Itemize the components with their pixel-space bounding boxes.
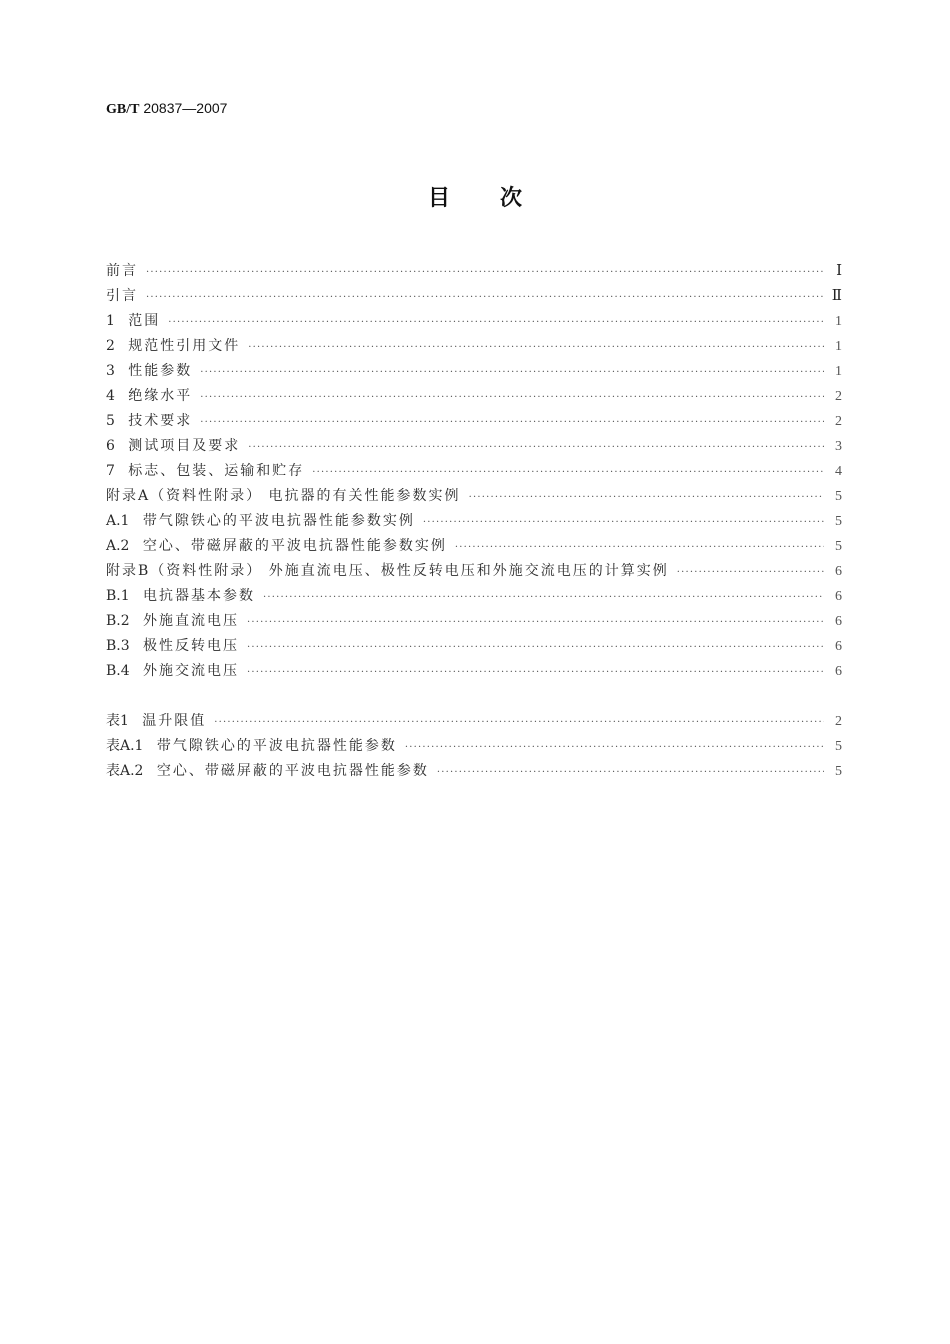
toc-label: 带气隙铁心的平波电抗器性能参数实例 <box>142 513 415 529</box>
toc-entry-b2[interactable] <box>106 609 842 634</box>
leader-dots <box>312 460 824 485</box>
leader-dots <box>146 285 824 310</box>
toc-label: 技术要求 <box>128 413 193 429</box>
toc-page: 6 <box>835 664 842 679</box>
toc-number: A.1 <box>106 513 143 529</box>
leader-dots <box>677 560 824 585</box>
title-char-1: 目 <box>427 186 450 211</box>
toc-label: 引言 <box>106 288 138 304</box>
toc-label: 空心、带磁屏蔽的平波电抗器性能参数实例 <box>142 538 447 554</box>
leader-dots <box>247 635 824 660</box>
toc-entry-foreword[interactable] <box>106 259 842 284</box>
toc-page: 3 <box>835 439 842 454</box>
toc-entry-3[interactable] <box>106 359 842 384</box>
toc-page: 5 <box>835 764 842 779</box>
toc-page: Ⅰ <box>836 263 842 279</box>
toc-page: 5 <box>835 514 842 529</box>
toc-table-a2[interactable] <box>106 759 842 784</box>
toc-table-a1[interactable] <box>106 734 842 759</box>
page-title <box>0 181 950 212</box>
toc-label: 标志、包装、运输和贮存 <box>128 463 305 479</box>
toc-label: 空心、带磁屏蔽的平波电抗器性能参数 <box>156 763 429 779</box>
toc-label: 性能参数 <box>128 363 193 379</box>
toc-label: 附录A（资料性附录） 电抗器的有关性能参数实例 <box>106 488 461 504</box>
toc-page: 1 <box>835 314 842 329</box>
toc-number: B.2 <box>106 613 143 629</box>
toc-page: 2 <box>835 389 842 404</box>
leader-dots <box>168 310 824 335</box>
toc-number: 6 <box>106 438 129 454</box>
toc-page: 2 <box>835 414 842 429</box>
leader-dots <box>200 410 824 435</box>
leader-dots <box>200 360 824 385</box>
toc-page: 6 <box>835 589 842 604</box>
leader-dots <box>405 735 824 760</box>
leader-dots <box>214 710 824 735</box>
toc-number: 3 <box>106 363 129 379</box>
toc-label: 附录B（资料性附录） 外施直流电压、极性反转电压和外施交流电压的计算实例 <box>106 563 669 579</box>
toc-entry-annex-b[interactable] <box>106 559 842 584</box>
toc-number: B.3 <box>106 638 143 654</box>
toc-label: 极性反转电压 <box>143 638 239 654</box>
standard-number: 20837—2007 <box>139 100 228 116</box>
toc-number: B.4 <box>106 663 143 679</box>
toc-number: 5 <box>106 413 129 429</box>
standard-code <box>106 100 227 118</box>
standard-prefix: GB/T <box>106 102 140 117</box>
toc-page: 1 <box>835 364 842 379</box>
toc-page: 2 <box>835 714 842 729</box>
toc-entry-annex-a[interactable] <box>106 484 842 509</box>
toc-number: B.1 <box>106 588 143 604</box>
leader-dots <box>248 335 824 360</box>
leader-dots <box>200 385 824 410</box>
toc-page: 4 <box>835 464 842 479</box>
toc-label: 带气隙铁心的平波电抗器性能参数 <box>156 738 397 754</box>
leader-dots <box>263 585 824 610</box>
toc-page: 1 <box>835 339 842 354</box>
toc-number: A.2 <box>106 538 143 554</box>
toc-table-1[interactable] <box>106 709 842 734</box>
toc-entry-7[interactable] <box>106 459 842 484</box>
toc-entry-b3[interactable] <box>106 634 842 659</box>
toc-label: 外施直流电压 <box>143 613 239 629</box>
toc-entry-a2[interactable] <box>106 534 842 559</box>
toc-page: 6 <box>835 614 842 629</box>
toc-entry-5[interactable] <box>106 409 842 434</box>
leader-dots <box>146 260 824 285</box>
toc-number: 表1 <box>106 713 143 729</box>
toc-entry-2[interactable] <box>106 334 842 359</box>
toc-page: Ⅱ <box>831 288 842 304</box>
leader-dots <box>247 660 824 685</box>
toc-number: 2 <box>106 338 129 354</box>
toc-label: 绝缘水平 <box>128 388 193 404</box>
toc-label: 规范性引用文件 <box>128 338 241 354</box>
leader-dots <box>455 535 824 560</box>
toc-label: 测试项目及要求 <box>128 438 241 454</box>
toc-label: 外施交流电压 <box>143 663 239 679</box>
toc-page: 6 <box>835 639 842 654</box>
leader-dots <box>469 485 824 510</box>
leader-dots <box>437 760 824 785</box>
section-spacer <box>106 684 842 709</box>
leader-dots <box>248 435 824 460</box>
leader-dots <box>247 610 824 635</box>
toc-label: 温升限值 <box>142 713 207 729</box>
toc-number: 表A.1 <box>106 738 157 754</box>
toc-page: 5 <box>835 489 842 504</box>
toc-number: 4 <box>106 388 129 404</box>
toc-entry-6[interactable] <box>106 434 842 459</box>
toc-label: 电抗器基本参数 <box>143 588 255 604</box>
toc-number: 表A.2 <box>106 763 157 779</box>
toc-entry-introduction[interactable] <box>106 284 842 309</box>
toc-entry-1[interactable] <box>106 309 842 334</box>
toc-page: 5 <box>835 539 842 554</box>
toc-number: 1 <box>106 313 129 329</box>
toc-entry-b1[interactable] <box>106 584 842 609</box>
table-of-contents <box>106 259 842 784</box>
toc-page: 6 <box>835 564 842 579</box>
toc-entry-a1[interactable] <box>106 509 842 534</box>
toc-page: 5 <box>835 739 842 754</box>
toc-entry-4[interactable] <box>106 384 842 409</box>
leader-dots <box>423 510 824 535</box>
toc-label: 范围 <box>128 313 161 329</box>
toc-entry-b4[interactable] <box>106 659 842 684</box>
toc-label: 前言 <box>106 263 138 279</box>
title-char-2: 次 <box>500 186 523 211</box>
toc-number: 7 <box>106 463 129 479</box>
